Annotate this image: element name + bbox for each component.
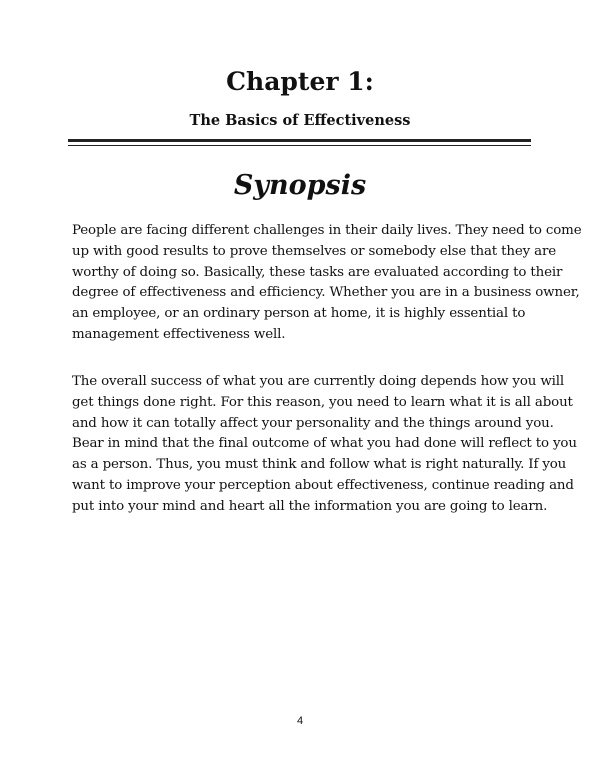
chapter-title: Chapter 1:	[226, 67, 374, 96]
paragraph-line: worthy of doing so. Basically, these tasks are evaluated according to their	[72, 264, 563, 280]
paragraph-line: and how it can totally affect your personality and the things around you.	[72, 415, 554, 431]
paragraph-line: get things done right. For this reason, you need to learn what it is all about	[72, 394, 573, 410]
paragraph-line: degree of effectiveness and efficiency. Whether you are in a business owner,	[72, 285, 580, 301]
heading-divider-thick	[68, 139, 531, 142]
paragraph-line: put into your mind and heart all the information you are going to learn.	[72, 498, 548, 514]
page-number: 4	[296, 715, 304, 727]
paragraph-line: an employee, or an ordinary person at home, it is highly essential to	[72, 306, 526, 322]
paragraph-line: Bear in mind that the final outcome of what you had done will reflect to you	[72, 436, 577, 452]
paragraph-line: The overall success of what you are currently doing depends how you will	[72, 374, 565, 389]
paragraph-line: as a person. Thus, you must think and follow what is right naturally. If you	[72, 457, 567, 473]
heading-divider-thin	[68, 145, 531, 146]
body-paragraph-2	[72, 372, 577, 518]
body-paragraph-1	[72, 221, 582, 346]
paragraph-line: want to improve your perception about effectiveness, continue reading and	[72, 477, 574, 493]
paragraph-line: up with good results to prove themselves or somebody else that they are	[72, 243, 556, 259]
paragraph-line: People are facing different challenges in their daily lives. They need to come	[72, 223, 582, 238]
chapter-subtitle: The Basics of Effectiveness	[189, 112, 411, 129]
paragraph-line: management effectiveness well.	[72, 326, 286, 342]
section-title: Synopsis	[233, 170, 367, 201]
